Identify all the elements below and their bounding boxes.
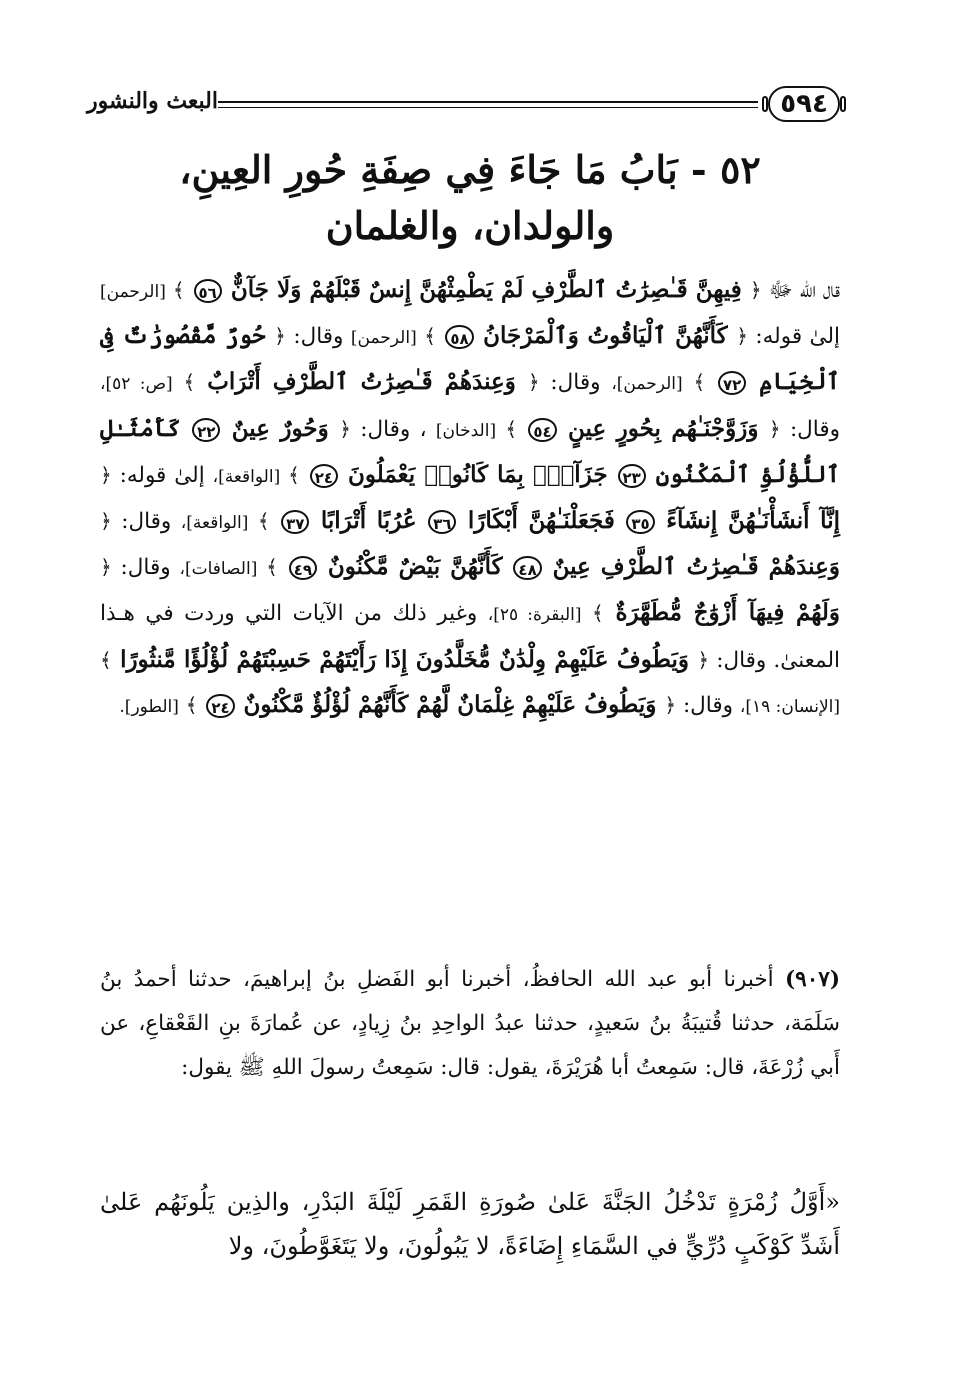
running-header [86,86,840,126]
quran-verse: عُرُبًا أَتْرَابًا [320,507,417,535]
surah-reference: [الإنسان: ١٩]، [739,696,840,717]
quran-verse: ﴿ وَلَهُمْ فِيهَآ أَزْوَٰجٌ مُّطَهَّرَةٌ ﴾ [100,555,841,627]
chapter-title-line-2: والولدان، والغلمان [325,203,615,248]
verse-number: ٣٧ [281,510,309,534]
quran-verse: فَجَعَلْنَـٰهُنَّ أَبْكَارًا [467,507,615,535]
quran-verse: ﴿ وَيَطُوفُ عَلَيْهِمْ وِلْدَٰنٌ مُّخَلَّدُونَ إِذَا رَأَيْتَهُمْ حَسِبْتَهُمْ لُؤْلُؤًا مَّنثُورًا ﴾ [100,645,710,673]
quran-verse: ﴿ وَيَطُوفُ عَلَيْهِمْ غِلْمَانٌ لَّهُمْ كَأَنَّهُمْ لُؤْلُؤٌ مَّكْنُونٌ [243,690,677,718]
quran-verse: ﴿ وَعِندَهُمْ قَـٰصِرَٰتُ ٱلطَّرْفِ عِينٌ [100,509,840,581]
page-number: ٥٩٤ [768,86,840,122]
quran-verse: ﴿ فِيهِنَّ قَـٰصِرَٰتُ ٱلطَّرْفِ لَمْ يَطْمِثْهُنَّ إِنسٌ قَبْلَهُمْ وَلَا جَآنٌّ [230,276,762,303]
surah-reference: [الرحمن]، [611,374,683,395]
surah-reference: [الرحمن] [350,328,417,349]
surah-reference: [الصافات]، [179,559,258,580]
surah-reference: [الواقعة]، [180,513,249,534]
hadith-isnad [100,958,840,1091]
quran-verse: ﴿ إِنَّآ أَنشَأْنَـٰهُنَّ إِنشَآءً [100,462,840,535]
hadith-matn: «أَوَّلُ زُمْرَةٍ تَدْخُلُ الجَنَّةَ عَلىٰ صُورَةِ القَمَرِ لَيْلَةَ البَدْرِ، والذِين يَلُونَهُم عَلىٰ أَشَدِّ كَوْكَبٍ دُرِّيٍّ في السَّمَاءِ إِضَاءَةً، لا يَبُولُونَ، ولا يَتَغَوَّطُونَ، ولا [100,1188,840,1260]
running-title: البعث والنشور [86,88,218,114]
surah-reference: [الواقعة]، [212,466,281,487]
verse-number: ٢٢ [192,418,220,442]
quran-verse: جَزَآءًۢ بِمَا كَانُوا۟ يَعْمَلُونَ [347,460,608,488]
chapter-title [100,142,840,254]
surah-reference: [الطور]. [119,696,179,717]
quran-verse: ﴿ كَأَنَّهُنَّ ٱلْيَاقُوتُ وَٱلْمَرْجَانُ [483,322,748,350]
verse-number: ٤٨ [513,556,541,580]
hadith-number: (٩٠٧) [784,967,840,992]
quran-verse: ﴿ وَعِندَهُمْ قَـٰصِرَٰتُ ٱلطَّرْفِ أَتْرَابٌ ﴾ [183,368,540,396]
surah-reference: [الرحمن] [100,282,166,302]
header-rule [218,101,758,103]
verse-number: ٣٥ [626,510,654,534]
verse-number: ٥٤ [528,418,556,442]
verses-paragraph: قال الله ﷻ ﴿ فِيهِنَّ قَـٰصِرَٰتُ ٱلطَّرْفِ لَمْ يَطْمِثْهُنَّ إِنسٌ قَبْلَهُمْ وَلَا جَآنٌّ ٥٦ ﴾ [الرحمن] إلىٰ قوله: ﴿ كَأَنَّهُنَّ ٱلْيَاقُوتُ وَٱلْمَرْجَانُ ٥٨ ﴾ [الرحمن] وقال: ﴿ حُورٌ مَّقْصُورَٰتٌ فِى ٱلْخِيَامِ ٧٢ ﴾ [الرحمن]، وقال: ﴿ وَعِندَهُمْ قَـٰصِرَٰتُ ٱلطَّرْفِ أَتْرَابٌ ﴾ [ص: ٥٢]، وقال: ﴿ وَزَوَّجْنَـٰهُم بِحُورٍ عِينٍ ٥٤ ﴾ [الدخان] ، وقال: ﴿ وَحُورٌ عِينٌ ٢٢ كَأَمْثَـٰلِ ٱللُّؤْلُؤِ ٱلْمَكْنُونِ ٢٣ جَزَآءًۢ بِمَا كَانُوا۟ يَعْمَلُونَ ٢٤ ﴾ [الواقعة]، إلىٰ قوله: ﴿ إِنَّآ أَنشَأْنَـٰهُنَّ إِنشَآءً ٣٥ فَجَعَلْنَـٰهُنَّ أَبْكَارًا ٣٦ عُرُبًا أَتْرَابًا ٣٧ ﴾ [الواقعة]، وقال: ﴿ وَعِندَهُمْ قَـٰصِرَٰتُ ٱلطَّرْفِ عِينٌ ٤٨ كَأَنَّهُنَّ بَيْضٌ مَّكْنُونٌ ٤٩ ﴾ [الصافات]، وقال: ﴿ وَلَهُمْ فِيهَآ أَزْوَٰجٌ مُّطَهَّرَةٌ ﴾ [البقرة: ٢٥]، وغير ذلك من الآيات التي وردت في هـذا المعنىٰ. وقال: ﴿ وَيَطُوفُ عَلَيْهِمْ وِلْدَٰنٌ مُّخَلَّدُونَ إِذَا رَأَيْتَهُمْ حَسِبْتَهُمْ لُؤْلُؤًا مَّنثُورًا ﴾ [الإنسان: ١٩]، وقال: ﴿ وَيَطُوفُ عَلَيْهِمْ غِلْمَانٌ لَّهُمْ كَأَنَّهُمْ لُؤْلُؤٌ مَّكْنُونٌ ٢٤ ﴾ [الطور]. [100,276,841,718]
surah-reference: [الدخان] [435,420,497,441]
surah-reference: [البقرة: ٢٥]، [487,605,582,626]
chapter-title-line-1: ٥٢ - بَابُ مَا جَاءَ فِي صِفَةِ حُورِ العِينِ، [179,147,761,192]
verse-number: ٣٦ [428,510,456,534]
surah-reference: [ص: ٥٢]، [100,374,173,395]
verse-number: ٢٣ [618,464,646,488]
quran-verse: ﴿ وَزَوَّجْنَـٰهُم بِحُورٍ عِينٍ [568,414,781,442]
verse-number: ٧٢ [718,371,746,395]
verse-number: ٢٤ [206,694,234,718]
isnad-text: أخبرنا أبو عبد الله الحافظُ، أخبرنا أبو الفَضلِ بنُ إبراهيمَ، حدثنا أحمدُ بنُ سَلَمَة، حدثنا قُتيبَةُ بنُ سَعيدٍ، حدثنا عبدُ الواحِدِ بنُ زِيادٍ، عن عُمارَةَ بنِ القَعْقاعِ، عن أَبي زُرْعَةَ، قال: سَمِعتُ أبا هُرَيْرَةَ، يقول: قال: سَمِعتُ رسولَ اللهِ ﷺ يقول: [100,967,840,1081]
verse-number: ٢٤ [310,464,338,488]
quran-verse: ﴿ حُورٌ مَّقْصُورَٰتٌ فِى ٱلْخِيَامِ [100,322,840,396]
intro-text: قال الله ﷻ [768,278,841,303]
quran-verse: ﴿ وَحُورٌ عِينٌ [231,414,351,442]
quran-verse: كَأَمْثَـٰلِ ٱللُّؤْلُؤِ ٱلْمَكْنُونِ [100,414,841,488]
verse-number: ٤٩ [289,556,317,580]
verse-number: ٥٨ [445,325,473,349]
quran-verse: كَأَنَّهُنَّ بَيْضٌ مَّكْنُونٌ [327,553,503,581]
verse-number: ٥٦ [194,279,222,303]
